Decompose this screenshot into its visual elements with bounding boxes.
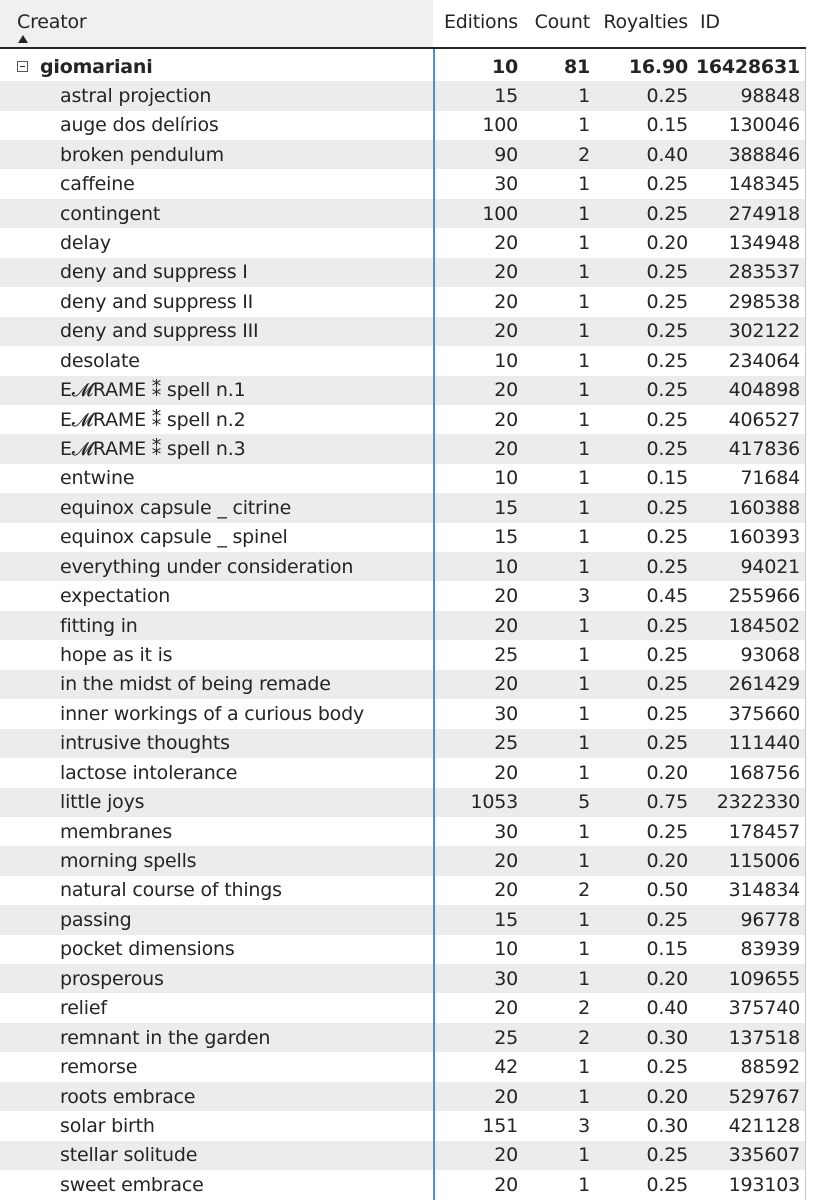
row-editions: 1053 — [470, 791, 518, 814]
table-row[interactable] — [0, 729, 805, 758]
row-count: 2 — [578, 1026, 590, 1049]
table-row[interactable] — [0, 788, 805, 817]
row-id: 148345 — [728, 173, 800, 196]
table-row[interactable] — [0, 140, 805, 169]
row-editions: 10 — [494, 467, 518, 490]
row-royalties: 0.25 — [646, 408, 688, 431]
row-royalties: 0.25 — [646, 702, 688, 725]
row-editions: 10 — [494, 938, 518, 961]
row-name: inner workings of a curious body — [60, 702, 365, 725]
row-id: 274918 — [728, 202, 800, 225]
row-royalties: 0.45 — [646, 585, 688, 608]
row-name: natural course of things — [60, 879, 282, 902]
table-row[interactable] — [0, 994, 805, 1023]
row-count: 1 — [578, 761, 590, 784]
row-name: deny and suppress II — [60, 290, 254, 313]
row-count: 1 — [578, 1085, 590, 1108]
row-name: entwine — [60, 467, 135, 490]
row-editions: 15 — [494, 526, 518, 549]
table-row[interactable] — [0, 81, 805, 110]
table-row[interactable] — [0, 317, 805, 346]
row-name: intrusive thoughts — [60, 732, 230, 755]
row-name: E𝓜RAME ⁑ spell n.2 — [60, 408, 246, 431]
row-editions: 30 — [494, 967, 518, 990]
row-royalties: 0.20 — [646, 761, 688, 784]
row-editions: 20 — [494, 761, 518, 784]
row-id: 193103 — [728, 1173, 800, 1196]
row-editions: 20 — [494, 850, 518, 873]
table-row[interactable] — [0, 640, 805, 669]
row-editions: 30 — [494, 173, 518, 196]
row-royalties: 0.25 — [646, 438, 688, 461]
row-count: 1 — [578, 232, 590, 255]
row-count: 1 — [578, 290, 590, 313]
row-count: 1 — [578, 202, 590, 225]
row-id: 417836 — [728, 438, 800, 461]
row-name: stellar solitude — [60, 1144, 198, 1167]
row-id: 115006 — [728, 850, 800, 873]
row-count: 1 — [578, 173, 590, 196]
table-row[interactable] — [0, 346, 805, 375]
row-royalties: 0.25 — [646, 673, 688, 696]
row-id: 406527 — [728, 408, 800, 431]
row-editions: 25 — [494, 732, 518, 755]
row-id: 160393 — [728, 526, 800, 549]
row-count: 1 — [578, 261, 590, 284]
table-row[interactable] — [0, 964, 805, 993]
table-row[interactable] — [0, 493, 805, 522]
row-id: 298538 — [728, 290, 800, 313]
row-id: 137518 — [728, 1026, 800, 1049]
group-editions: 10 — [491, 55, 518, 78]
row-count: 1 — [578, 1173, 590, 1196]
row-editions: 20 — [494, 320, 518, 343]
row-editions: 15 — [494, 496, 518, 519]
row-editions: 10 — [494, 349, 518, 372]
row-name: astral projection — [60, 84, 212, 107]
header-row — [0, 0, 805, 49]
row-editions: 20 — [494, 1173, 518, 1196]
group-row[interactable] — [0, 52, 805, 81]
row-id: 314834 — [728, 879, 800, 902]
row-count: 2 — [578, 879, 590, 902]
row-id: 375740 — [728, 997, 800, 1020]
collapse-icon[interactable] — [17, 61, 28, 72]
table-row[interactable] — [0, 1141, 805, 1170]
row-royalties: 0.40 — [646, 143, 688, 166]
row-name: passing — [60, 908, 132, 931]
row-name: pocket dimensions — [60, 938, 235, 961]
row-id: 98848 — [740, 84, 800, 107]
group-royalties: 16.90 — [628, 55, 688, 78]
row-royalties: 0.25 — [646, 496, 688, 519]
column-header-count[interactable]: Count — [534, 11, 590, 33]
row-name: roots embrace — [60, 1085, 196, 1108]
row-editions: 20 — [494, 585, 518, 608]
row-royalties: 0.25 — [646, 320, 688, 343]
table-row[interactable] — [0, 935, 805, 964]
row-name: desolate — [60, 349, 140, 372]
row-editions: 25 — [494, 644, 518, 667]
row-count: 1 — [578, 938, 590, 961]
row-name: solar birth — [60, 1114, 155, 1137]
row-id: 2322330 — [716, 791, 800, 814]
row-royalties: 0.50 — [646, 879, 688, 902]
row-count: 1 — [578, 320, 590, 343]
table-row[interactable] — [0, 1082, 805, 1111]
row-id: 388846 — [728, 143, 800, 166]
row-royalties: 0.30 — [646, 1114, 688, 1137]
row-editions: 20 — [494, 1144, 518, 1167]
row-editions: 30 — [494, 820, 518, 843]
row-id: 160388 — [728, 496, 800, 519]
row-editions: 15 — [494, 908, 518, 931]
row-royalties: 0.25 — [646, 1144, 688, 1167]
row-name: remnant in the garden — [60, 1026, 271, 1049]
row-royalties: 0.25 — [646, 261, 688, 284]
row-name: equinox capsule _ citrine — [60, 496, 292, 519]
row-id: 96778 — [740, 908, 800, 931]
row-count: 1 — [578, 614, 590, 637]
row-royalties: 0.15 — [646, 114, 688, 137]
row-count: 1 — [578, 114, 590, 137]
row-id: 109655 — [728, 967, 800, 990]
table-row[interactable] — [0, 405, 805, 434]
row-id: 335607 — [728, 1144, 800, 1167]
table-row[interactable] — [0, 846, 805, 875]
row-name: in the midst of being remade — [60, 673, 331, 696]
row-royalties: 0.25 — [646, 644, 688, 667]
row-royalties: 0.25 — [646, 614, 688, 637]
table-row[interactable] — [0, 1023, 805, 1052]
row-name: little joys — [60, 791, 145, 814]
row-editions: 100 — [482, 114, 518, 137]
table-row[interactable] — [0, 876, 805, 905]
group-name: giomariani — [40, 55, 153, 78]
row-id: 94021 — [740, 555, 800, 578]
row-id: 261429 — [728, 673, 800, 696]
row-id: 529767 — [728, 1085, 800, 1108]
row-editions: 151 — [482, 1114, 518, 1137]
row-royalties: 0.30 — [646, 1026, 688, 1049]
row-royalties: 0.25 — [646, 349, 688, 372]
column-header-creator[interactable] — [0, 0, 433, 49]
table-row[interactable] — [0, 817, 805, 846]
row-name: membranes — [60, 820, 173, 843]
row-count: 1 — [578, 555, 590, 578]
row-name: deny and suppress III — [60, 320, 259, 343]
row-id: 88592 — [740, 1056, 800, 1079]
header-divider — [0, 47, 806, 49]
row-id: 421128 — [728, 1114, 800, 1137]
row-name: contingent — [60, 202, 161, 225]
table-row[interactable] — [0, 699, 805, 728]
table-row[interactable] — [0, 670, 805, 699]
row-count: 1 — [578, 732, 590, 755]
row-count: 1 — [578, 850, 590, 873]
row-count: 1 — [578, 673, 590, 696]
row-id: 168756 — [728, 761, 800, 784]
row-royalties: 0.25 — [646, 1173, 688, 1196]
row-editions: 20 — [494, 614, 518, 637]
row-name: expectation — [60, 585, 171, 608]
row-editions: 20 — [494, 997, 518, 1020]
table-right-edge — [805, 49, 806, 1200]
row-royalties: 0.25 — [646, 526, 688, 549]
table-row[interactable] — [0, 1170, 805, 1199]
row-royalties: 0.15 — [646, 938, 688, 961]
row-name: remorse — [60, 1056, 138, 1079]
row-royalties: 0.20 — [646, 1085, 688, 1108]
row-count: 1 — [578, 349, 590, 372]
row-id: 178457 — [728, 820, 800, 843]
row-royalties: 0.25 — [646, 84, 688, 107]
column-header-editions[interactable]: Editions — [443, 11, 518, 33]
row-editions: 15 — [494, 84, 518, 107]
row-editions: 20 — [494, 232, 518, 255]
row-id: 283537 — [728, 261, 800, 284]
row-count: 5 — [578, 791, 590, 814]
row-editions: 20 — [494, 438, 518, 461]
table-row[interactable] — [0, 434, 805, 463]
row-id: 130046 — [728, 114, 800, 137]
row-editions: 20 — [494, 1085, 518, 1108]
row-count: 1 — [578, 438, 590, 461]
row-count: 1 — [578, 496, 590, 519]
table-row[interactable] — [0, 611, 805, 640]
table-row[interactable] — [0, 228, 805, 257]
row-editions: 20 — [494, 290, 518, 313]
row-count: 1 — [578, 408, 590, 431]
row-editions: 20 — [494, 379, 518, 402]
row-id: 83939 — [740, 938, 800, 961]
row-count: 3 — [578, 585, 590, 608]
row-editions: 25 — [494, 1026, 518, 1049]
row-count: 1 — [578, 967, 590, 990]
row-count: 1 — [578, 702, 590, 725]
column-header-id[interactable]: ID — [700, 11, 720, 33]
group-id: 16428631 — [695, 55, 800, 78]
row-royalties: 0.25 — [646, 908, 688, 931]
row-name: morning spells — [60, 850, 197, 873]
table-row[interactable] — [0, 523, 805, 552]
sort-ascending-icon[interactable] — [18, 35, 28, 43]
row-name: deny and suppress I — [60, 261, 248, 284]
table-row[interactable] — [0, 1111, 805, 1140]
table-row[interactable] — [0, 169, 805, 198]
row-id: 234064 — [728, 349, 800, 372]
row-id: 184502 — [728, 614, 800, 637]
row-royalties: 0.20 — [646, 232, 688, 255]
table-row[interactable] — [0, 905, 805, 934]
row-count: 1 — [578, 1144, 590, 1167]
row-royalties: 0.25 — [646, 173, 688, 196]
row-royalties: 0.25 — [646, 379, 688, 402]
row-name: lactose intolerance — [60, 761, 238, 784]
row-count: 1 — [578, 526, 590, 549]
row-count: 1 — [578, 644, 590, 667]
column-divider — [433, 49, 435, 1200]
table-row[interactable] — [0, 1052, 805, 1081]
row-editions: 20 — [494, 879, 518, 902]
row-count: 1 — [578, 467, 590, 490]
table-row[interactable] — [0, 258, 805, 287]
row-id: 375660 — [728, 702, 800, 725]
row-name: everything under consideration — [60, 555, 354, 578]
row-id: 302122 — [728, 320, 800, 343]
row-royalties: 0.25 — [646, 732, 688, 755]
row-editions: 20 — [494, 673, 518, 696]
row-royalties: 0.25 — [646, 555, 688, 578]
table-row[interactable] — [0, 376, 805, 405]
row-count: 1 — [578, 1056, 590, 1079]
table-row[interactable] — [0, 552, 805, 581]
row-royalties: 0.15 — [646, 467, 688, 490]
row-royalties: 0.25 — [646, 1056, 688, 1079]
row-id: 404898 — [728, 379, 800, 402]
row-name: fitting in — [60, 614, 138, 637]
row-name: relief — [60, 997, 107, 1020]
row-royalties: 0.25 — [646, 202, 688, 225]
row-id: 93068 — [740, 644, 800, 667]
column-header-royalties[interactable]: Royalties — [603, 11, 688, 33]
group-count: 81 — [563, 55, 590, 78]
column-header-creator-label: Creator — [17, 11, 87, 33]
row-editions: 20 — [494, 408, 518, 431]
row-name: equinox capsule _ spinel — [60, 526, 288, 549]
table-row[interactable] — [0, 758, 805, 787]
row-id: 134948 — [728, 232, 800, 255]
row-royalties: 0.20 — [646, 850, 688, 873]
table-row[interactable] — [0, 287, 805, 316]
row-count: 1 — [578, 84, 590, 107]
row-name: broken pendulum — [60, 143, 224, 166]
row-royalties: 0.40 — [646, 997, 688, 1020]
row-editions: 30 — [494, 702, 518, 725]
table-row[interactable] — [0, 582, 805, 611]
row-name: sweet embrace — [60, 1173, 204, 1196]
row-name: auge dos delírios — [60, 114, 219, 137]
row-royalties: 0.25 — [646, 820, 688, 843]
row-royalties: 0.25 — [646, 290, 688, 313]
row-royalties: 0.20 — [646, 967, 688, 990]
table-row[interactable] — [0, 464, 805, 493]
row-editions: 90 — [494, 143, 518, 166]
row-count: 3 — [578, 1114, 590, 1137]
row-count: 1 — [578, 820, 590, 843]
table-row[interactable] — [0, 199, 805, 228]
table-row[interactable] — [0, 111, 805, 140]
row-name: E𝓜RAME ⁑ spell n.3 — [60, 438, 246, 461]
row-editions: 10 — [494, 555, 518, 578]
row-editions: 100 — [482, 202, 518, 225]
row-id: 111440 — [728, 732, 800, 755]
row-count: 1 — [578, 908, 590, 931]
row-name: caffeine — [60, 173, 135, 196]
row-name: hope as it is — [60, 644, 173, 667]
row-royalties: 0.75 — [646, 791, 688, 814]
row-id: 255966 — [728, 585, 800, 608]
row-editions: 42 — [494, 1056, 518, 1079]
row-name: prosperous — [60, 967, 164, 990]
row-count: 2 — [578, 997, 590, 1020]
row-name: delay — [60, 232, 111, 255]
group-name-cell — [0, 56, 433, 78]
row-count: 2 — [578, 143, 590, 166]
row-id: 71684 — [740, 467, 800, 490]
row-editions: 20 — [494, 261, 518, 284]
row-name: E𝓜RAME ⁑ spell n.1 — [60, 379, 246, 402]
row-count: 1 — [578, 379, 590, 402]
